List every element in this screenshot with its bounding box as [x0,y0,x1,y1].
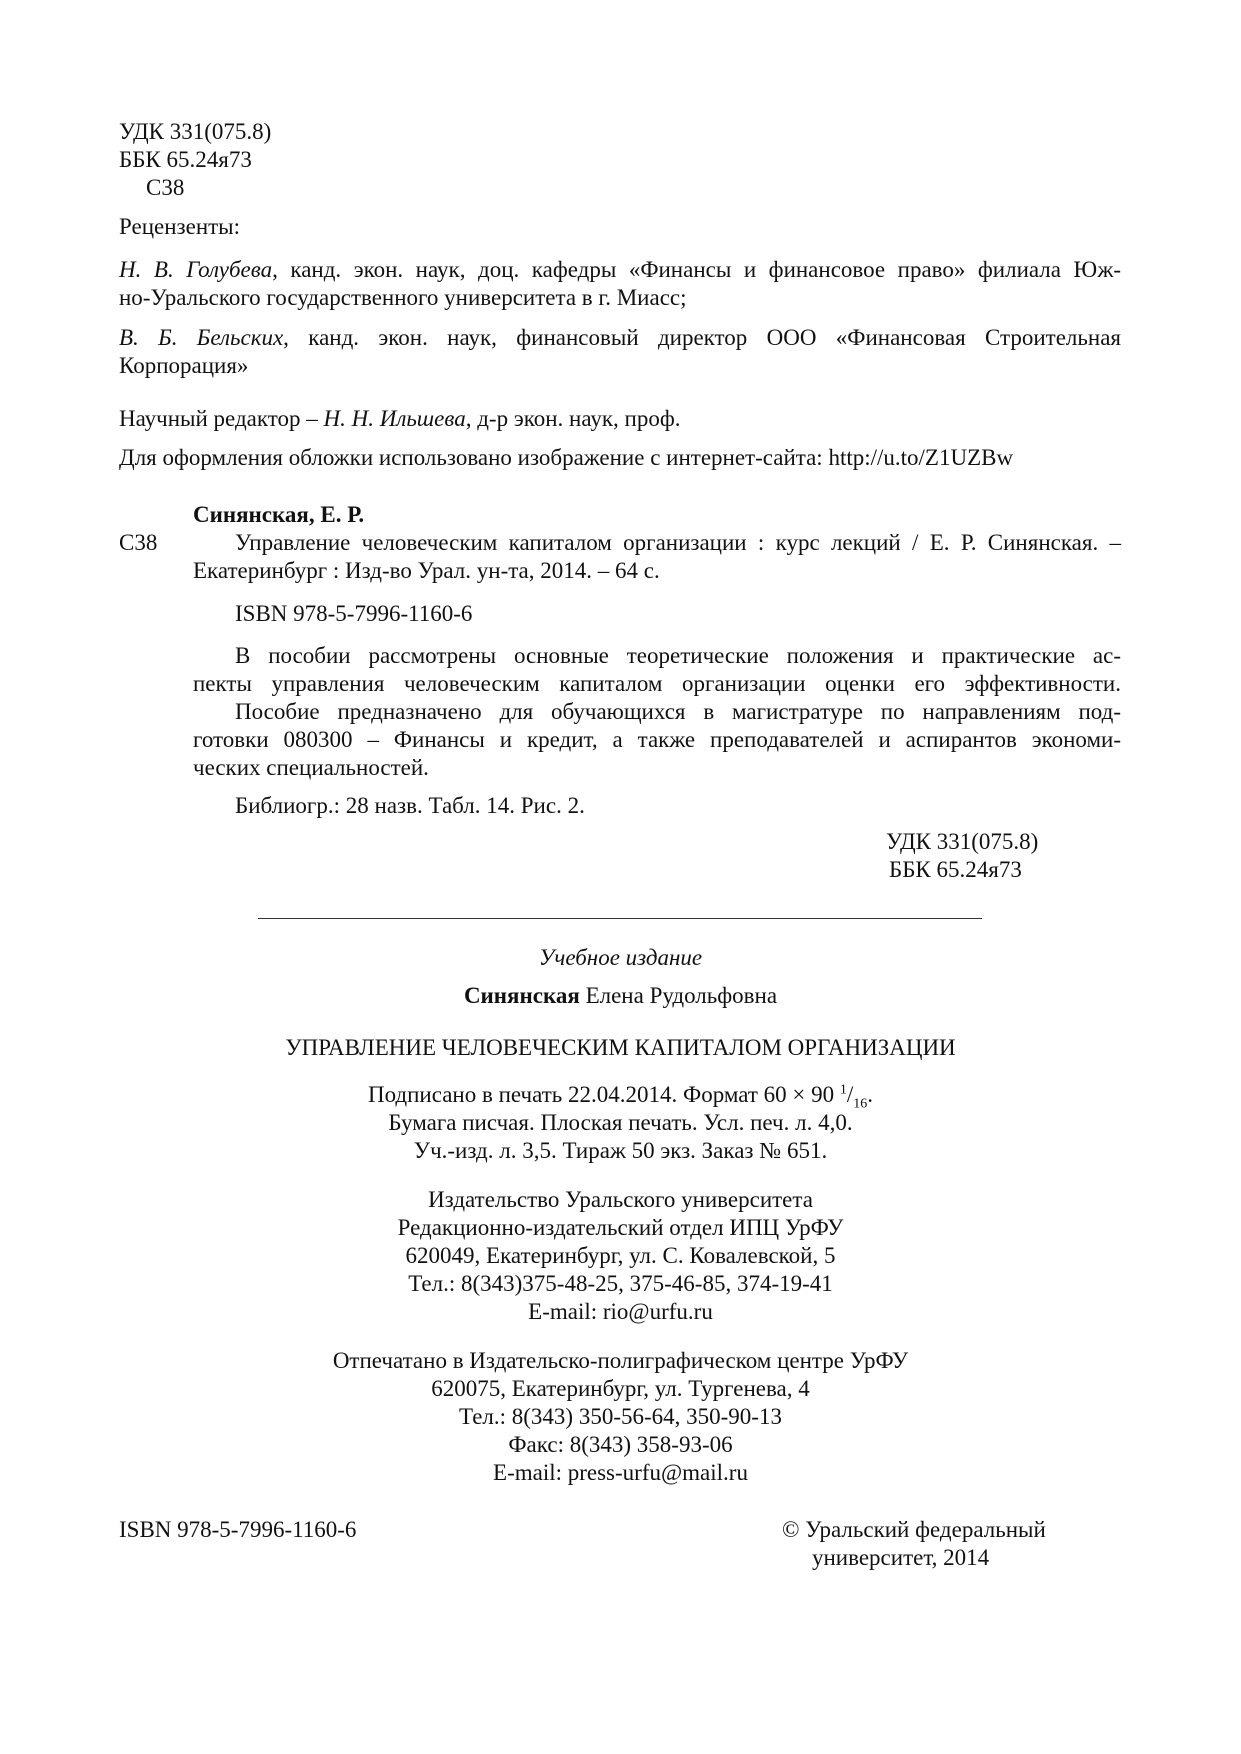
scientific-editor [119,405,681,432]
abstract-2-line-1: Пособие предназначено для обучающихся в магистратуре по направлениям под- [235,699,1121,724]
editor-name: Н. Н. Ильшева [323,406,466,431]
separator-line [258,918,982,919]
copyright-line-2: университет, 2014 [812,1545,990,1570]
reviewer-2-details: , канд. экон. наук, финансовый директор ООО «Финансовая Строительная [283,325,1121,350]
catalog-isbn: ISBN 978-5-7996-1160-6 [235,601,473,626]
cover-image-note: Для оформления обложки использовано изображение с интернет-сайта: http://u.to/Z1UZBw [119,445,1014,470]
catalog-bbk: ББК 65.24я73 [889,857,1022,882]
author-sign-code: С38 [146,175,185,200]
catalog-title-line-1: Управление человеческим капиталом организации : курс лекций / Е. Р. Синянская. – [235,530,1121,555]
imprint-author-given: Елена Рудольфовна [579,983,778,1008]
editor-prefix: Научный редактор – [119,406,324,431]
printer-address: 620075, Екатеринбург, ул. Тургенева, 4 [431,1376,810,1401]
print-run-info: Уч.-изд. л. 3,5. Тираж 50 экз. Заказ № 651. [413,1138,828,1163]
publisher-line-2: Редакционно-издательский отдел ИПЦ УрФУ [397,1215,844,1240]
abstract-1-line-2: пекты управления человеческим капиталом организации оценки его эффективности. [193,671,1121,696]
reviewer-2-line-2: Корпорация» [119,353,249,378]
bbk-code: ББК 65.24я73 [119,147,252,172]
editor-suffix: , д-р экон. наук, проф. [465,406,681,431]
signed-prefix: Подписано в печать 22.04.2014. Формат 60 × 90 [367,1082,840,1107]
reviewer-1-line-2: но-Уральского государственного университета в г. Миасс; [119,285,687,310]
reviewer-2-name: В. Б. Бельских [119,325,284,350]
signed-for-print [0,1081,1241,1112]
reviewer-1-details: , канд. экон. наук, доц. кафедры «Финансы и финансовое право» филиала Юж- [272,257,1121,282]
catalog-title-line-2: Екатеринбург : Изд-во Урал. ун-та, 2014. – 64 с. [193,558,660,583]
printer-email: E-mail: press-urfu@mail.ru [493,1460,748,1485]
reviewer-1-name: Н. В. Голубева [119,257,273,282]
bibliography-note: Библиогр.: 28 назв. Табл. 14. Рис. 2. [235,793,585,818]
copyright-line-1: © Уральский федеральный [782,1517,1046,1542]
catalog-code: С38 [119,530,158,555]
printer-line-1: Отпечатано в Издательско-полиграфическом центре УрФУ [332,1348,909,1373]
catalog-author: Синянская, Е. Р. [193,502,365,527]
format-slash: / [846,1082,854,1107]
format-denominator: 16 [853,1096,868,1112]
paper-info: Бумага писчая. Плоская печать. Усл. печ. л. 4,0. [388,1110,853,1135]
format-end: . [867,1082,874,1107]
reviewer-1-line-1 [119,256,1121,283]
edition-type: Учебное издание [538,945,703,970]
printer-fax: Факс: 8(343) 358-93-06 [508,1432,733,1457]
abstract-2-line-2: готовки 080300 – Финансы и кредит, а также преподавателей и аспирантов экономи- [193,727,1121,752]
abstract-2-line-3: ческих специальностей. [193,755,429,780]
publisher-address: 620049, Екатеринбург, ул. С. Ковалевской, 5 [405,1243,836,1268]
publisher-line-1: Издательство Уральского университета [428,1187,813,1212]
imprint-author-surname: Синянская [463,983,580,1008]
reviewers-title: Рецензенты: [119,214,241,239]
footer-isbn: ISBN 978-5-7996-1160-6 [119,1517,357,1542]
catalog-udk: УДК 331(075.8) [886,829,1039,854]
reviewer-2-line-1 [119,324,1121,351]
publisher-email: E-mail: rio@urfu.ru [528,1299,713,1324]
publisher-phone: Тел.: 8(343)375-48-25, 375-46-85, 374-19-41 [408,1271,833,1296]
printer-phone: Тел.: 8(343) 350-56-64, 350-90-13 [459,1404,782,1429]
imprint-author [0,982,1241,1009]
udk-code: УДК 331(075.8) [119,119,272,144]
abstract-1-line-1: В пособии рассмотрены основные теоретические положения и практические ас- [235,643,1121,668]
imprint-title: УПРАВЛЕНИЕ ЧЕЛОВЕЧЕСКИМ КАПИТАЛОМ ОРГАНИЗАЦИИ [285,1035,956,1060]
format-numerator: 1 [839,1082,847,1098]
